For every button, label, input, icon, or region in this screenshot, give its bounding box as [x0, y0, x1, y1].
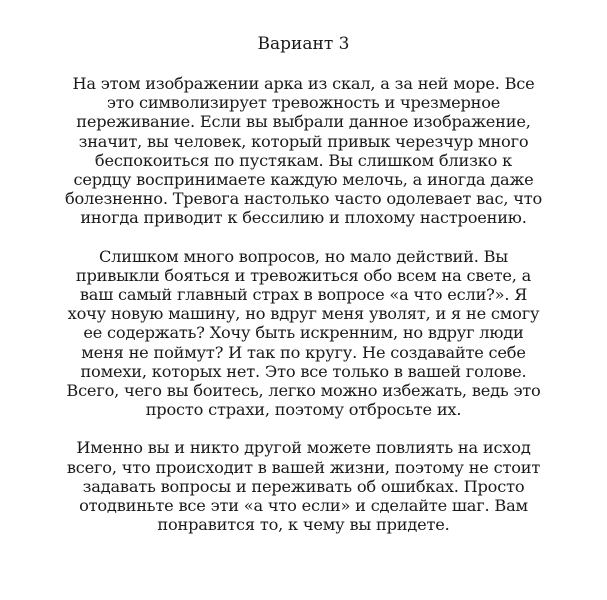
paragraph-line: беспокоиться по пустякам. Вы слишком близко к [94, 150, 513, 170]
paragraph-line: привыкли бояться и тревожиться обо всем на свете, а [75, 265, 532, 285]
paragraph-spacer [10, 419, 597, 438]
paragraph-1 [10, 74, 597, 228]
paragraph-line: это символизирует тревожность и чрезмерное [106, 93, 501, 113]
paragraph-3 [10, 438, 597, 534]
paragraph-2 [10, 247, 597, 420]
paragraph-line: просто страхи, поэтому отбросьте их. [145, 400, 462, 420]
paragraph-line: Слишком много вопросов, но мало действий. Вы [99, 246, 508, 266]
paragraph-line: болезненно. Тревога настолько часто одолевает вас, что [64, 189, 543, 209]
paragraph-line: значит, вы человек, который привык черезчур много [78, 131, 529, 151]
document-title: Вариант 3 [257, 34, 350, 54]
paragraph-line: ее содержать? Хочу быть искренним, но вдруг люди [83, 323, 524, 343]
paragraph-line: На этом изображении арка из скал, а за ней море. Все [72, 74, 535, 93]
paragraph-line: понравится то, к чему вы придете. [157, 515, 450, 535]
paragraph-line: Всего, чего вы боитесь, легко можно избежать, ведь это [66, 381, 541, 401]
paragraph-line: меня не поймут? И так по кругу. Не создавайте себе [81, 342, 526, 362]
paragraph-line: отодвиньте все эти «а что если» и сделайте шаг. Вам [79, 496, 528, 516]
paragraph-line: переживание. Если вы выбрали данное изображение, [76, 112, 531, 132]
paragraph-line: Именно вы и никто другой можете повлиять на исход [76, 438, 531, 458]
paragraph-line: помехи, которых нет. Это все только в вашей голове. [80, 361, 527, 381]
paragraph-spacer [10, 228, 597, 247]
paragraph-line: всего, что происходит в вашей жизни, поэтому не стоит [66, 457, 541, 477]
paragraph-line: хочу новую машину, но вдруг меня уволят, и я не смогу [67, 304, 540, 324]
paragraph-line: сердцу воспринимаете каждую мелочь, а иногда даже [73, 170, 534, 190]
paragraph-line: задавать вопросы и переживать об ошибках. Просто [82, 476, 525, 496]
paragraph-line: ваш самый главный страх в вопросе «а что если?». Я [79, 285, 528, 305]
paragraph-line: иногда приводит к бессилию и плохому настроению. [80, 208, 527, 228]
